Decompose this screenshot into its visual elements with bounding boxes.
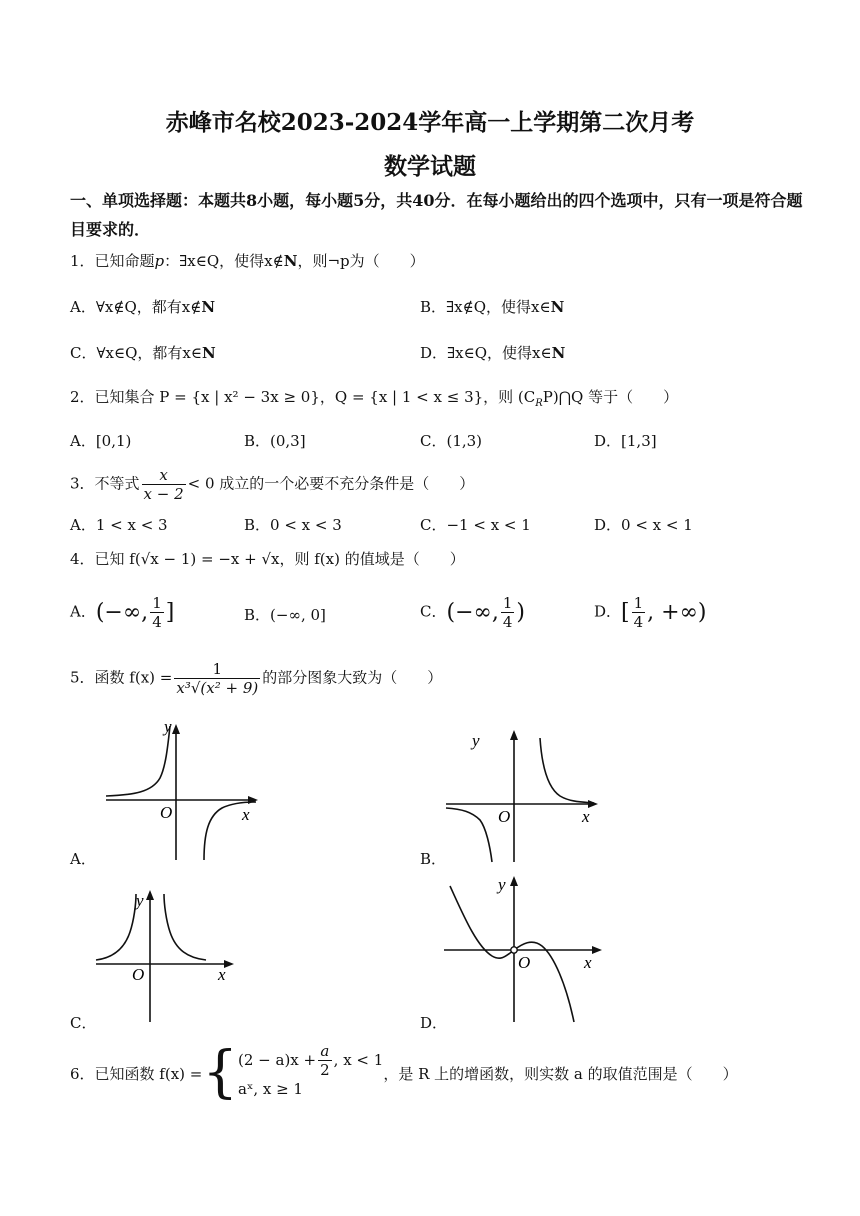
q1-option-c[interactable] bbox=[70, 342, 216, 363]
q3-post: < 0 成立的一个必要不充分条件是（ ） bbox=[187, 474, 475, 493]
q6-case1-cond: , x < 1 bbox=[333, 1051, 384, 1069]
q4-d-num: 1 bbox=[633, 594, 644, 612]
q2-stem-text: 2．已知集合 P = {x | x² − 3x ≥ 0}，Q = {x | 1 < x ≤ 3}，则 (C bbox=[70, 388, 536, 406]
q4-c-den: 4 bbox=[502, 613, 513, 631]
q4-option-c[interactable] bbox=[420, 594, 525, 631]
q6-case1-den: 2 bbox=[320, 1060, 330, 1079]
question-2-stem bbox=[70, 386, 678, 409]
q4-c-num: 1 bbox=[502, 594, 513, 612]
q5-graph-b[interactable] bbox=[444, 728, 600, 864]
question-5-stem bbox=[70, 660, 442, 697]
q4-option-b[interactable]: B．(−∞, 0] bbox=[244, 606, 326, 624]
q4-option-a[interactable] bbox=[70, 594, 174, 631]
q5-c-x-label: x bbox=[218, 965, 226, 984]
q4-a-right: ] bbox=[165, 600, 175, 625]
q3-option-a[interactable]: A．1 < x < 3 bbox=[70, 516, 168, 534]
q1-option-a[interactable] bbox=[70, 296, 215, 317]
q3-fraction bbox=[142, 466, 186, 503]
q4-c-fraction bbox=[501, 594, 515, 631]
q5-a-y-label: y bbox=[164, 722, 172, 736]
q1-condition: ：∃x∈Q，使得x∉ bbox=[164, 252, 284, 270]
q1-option-d-text: D．∃x∈Q，使得x∈ bbox=[420, 344, 552, 362]
q6-case-2: aˣ, x ≥ 1 bbox=[238, 1080, 303, 1098]
section-header: 一、单项选择题：本题共8小题，每小题5分，共40分．在每小题给出的四个选项中，只有一项是符合题目要求的． bbox=[70, 191, 803, 239]
q1-tail: ，则¬p为（ ） bbox=[297, 252, 425, 270]
q4-d-left: [ bbox=[621, 600, 630, 625]
q5-b-origin: O bbox=[498, 807, 511, 826]
q5-option-c-label[interactable]: C． bbox=[70, 1014, 97, 1032]
q3-numerator: x bbox=[142, 466, 186, 485]
q4-d-label: D． bbox=[594, 602, 622, 621]
q4-option-d[interactable] bbox=[594, 594, 707, 631]
q5-b-y-label: y bbox=[472, 731, 480, 750]
q4-c-left: (−∞, bbox=[446, 600, 499, 625]
q2-option-a[interactable]: A．[0,1) bbox=[70, 432, 132, 450]
q5-graph-d[interactable] bbox=[442, 872, 606, 1024]
q5-pre: 5．函数 f(x) = bbox=[70, 668, 173, 687]
q2-tail: P)⋂Q 等于（ ） bbox=[542, 388, 679, 406]
q4-a-fraction bbox=[150, 594, 164, 631]
q5-option-a-label[interactable]: A． bbox=[70, 850, 96, 868]
q5-graph-c[interactable] bbox=[94, 888, 236, 1024]
exam-title: 赤峰市名校2023-2024学年高一上学期第二次月考 bbox=[165, 109, 695, 136]
q5-d-y-label: y bbox=[498, 875, 506, 894]
q6-cases bbox=[238, 1041, 384, 1102]
q1-option-d[interactable] bbox=[420, 342, 565, 363]
q1-stem-text: 1．已知命题 bbox=[70, 252, 155, 270]
q1-N: N bbox=[283, 252, 298, 270]
q1-option-b-text: B．∃x∉Q，使得x∈ bbox=[420, 298, 551, 316]
q5-fraction bbox=[174, 660, 260, 697]
q5-numerator: 1 bbox=[174, 660, 260, 679]
q3-option-b[interactable]: B．0 < x < 3 bbox=[244, 516, 342, 534]
q4-c-label: C． bbox=[420, 602, 447, 621]
q4-a-left: (−∞, bbox=[95, 600, 149, 625]
q1-option-c-N: N bbox=[201, 344, 216, 362]
q6-post: ，是 R 上的增函数，则实数 a 的取值范围是（ ） bbox=[383, 1064, 738, 1083]
q1-p: p bbox=[154, 252, 165, 270]
q1-option-d-N: N bbox=[551, 344, 566, 362]
q6-case1-expr: (2 − a)x + bbox=[238, 1051, 317, 1069]
q5-post: 的部分图象大致为（ ） bbox=[262, 668, 443, 687]
question-4-stem: 4．已知 f(√x − 1) = −x + √x，则 f(x) 的值域是（ ） bbox=[70, 550, 465, 568]
q1-option-a-text: A．∀x∉Q，都有x∉ bbox=[70, 298, 202, 316]
q5-graph-a[interactable] bbox=[104, 722, 260, 862]
q2-option-c[interactable]: C．(1,3) bbox=[420, 432, 483, 450]
q3-denominator: x − 2 bbox=[143, 485, 184, 503]
q5-d-origin: O bbox=[518, 953, 531, 972]
q4-a-num: 1 bbox=[152, 594, 162, 612]
q6-case1-num: a bbox=[318, 1042, 332, 1061]
q5-a-origin: O bbox=[160, 803, 173, 822]
q6-case-1 bbox=[238, 1041, 384, 1079]
q5-option-d-label[interactable]: D． bbox=[420, 1014, 448, 1032]
q1-option-a-N: N bbox=[201, 298, 216, 316]
q5-a-x-label: x bbox=[242, 805, 250, 824]
q5-c-origin: O bbox=[132, 965, 145, 984]
q5-denominator: x³√(x² + 9) bbox=[176, 679, 259, 697]
q1-option-c-text: C．∀x∈Q，都有x∈ bbox=[70, 344, 202, 362]
question-1-stem bbox=[70, 250, 425, 271]
q2-option-b[interactable]: B．(0,3] bbox=[244, 432, 306, 450]
question-6-stem bbox=[70, 1040, 738, 1105]
q4-a-den: 4 bbox=[152, 613, 162, 631]
q6-brace: { bbox=[202, 1040, 239, 1105]
q3-option-d[interactable]: D．0 < x < 1 bbox=[594, 516, 693, 534]
q1-option-b-N: N bbox=[550, 298, 565, 316]
q5-c-y-label: y bbox=[136, 891, 144, 910]
q4-c-right: ) bbox=[516, 600, 525, 625]
exam-subtitle: 数学试题 bbox=[384, 153, 476, 180]
q4-d-right: , +∞) bbox=[647, 600, 707, 625]
q6-row bbox=[70, 1040, 738, 1105]
q6-pre: 6．已知函数 f(x) = bbox=[70, 1064, 203, 1083]
q4-d-fraction bbox=[632, 594, 646, 631]
q6-case1-fraction bbox=[318, 1042, 332, 1079]
q5-d-x-label: x bbox=[584, 953, 592, 972]
q5-b-x-label: x bbox=[582, 807, 590, 826]
q4-a-label: A． bbox=[70, 602, 96, 621]
q2-subscript: R bbox=[535, 398, 543, 409]
q5-option-b-label[interactable]: B． bbox=[420, 850, 447, 868]
q2-option-d[interactable]: D．[1,3] bbox=[594, 432, 657, 450]
q4-d-den: 4 bbox=[633, 613, 644, 631]
q3-option-c[interactable]: C．−1 < x < 1 bbox=[420, 516, 531, 534]
question-3-stem bbox=[70, 466, 474, 503]
q3-pre: 3．不等式 bbox=[70, 474, 140, 493]
q1-option-b[interactable] bbox=[420, 296, 564, 317]
